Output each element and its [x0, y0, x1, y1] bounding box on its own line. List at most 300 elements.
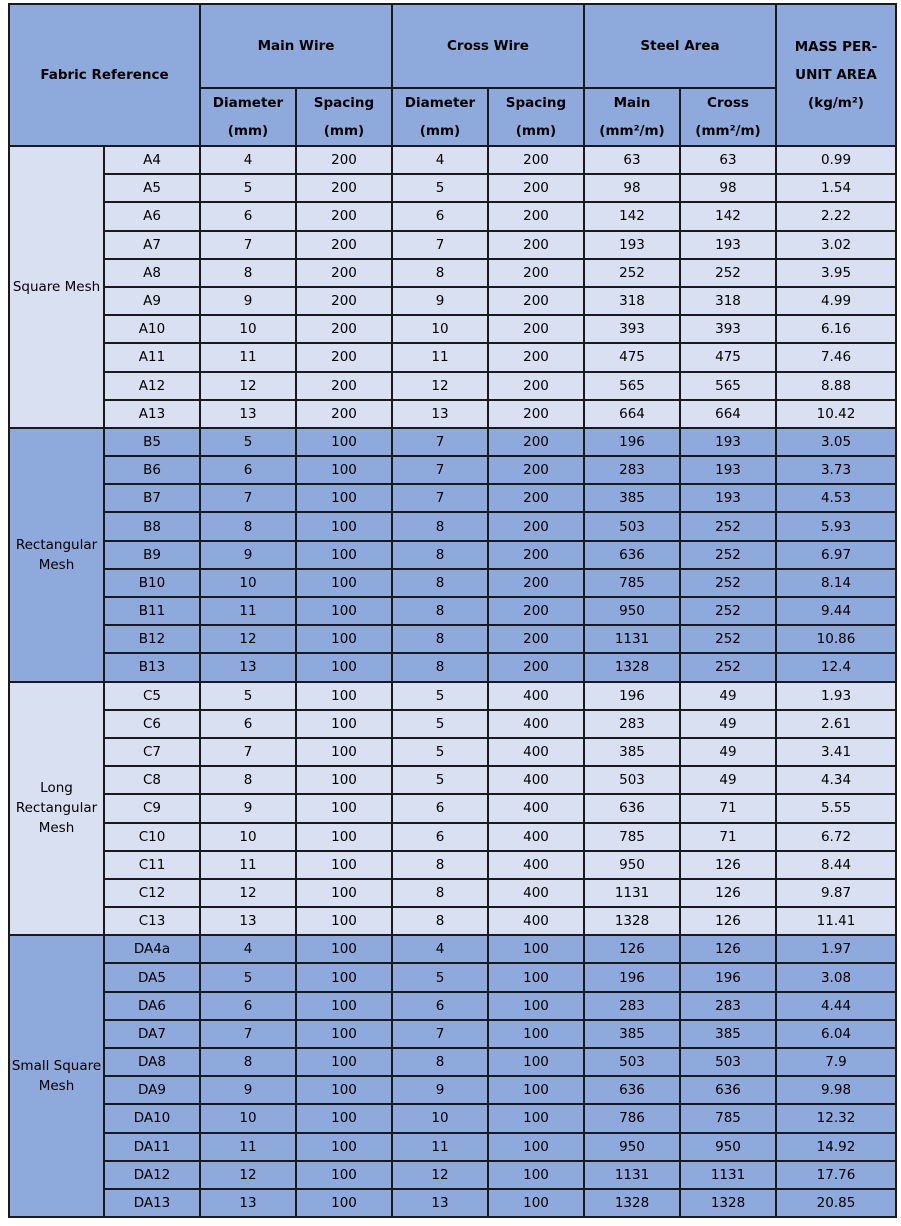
header-cross-wire: Cross Wire — [392, 4, 584, 88]
cell-mass-per-unit-area: 14.92 — [776, 1133, 896, 1161]
cell-cross-diameter: 9 — [392, 287, 488, 315]
cell-cross-spacing: 200 — [488, 400, 584, 428]
cell-mass-per-unit-area: 6.04 — [776, 1020, 896, 1048]
cell-steel-area-cross: 283 — [680, 992, 776, 1020]
cell-fabric-code: DA13 — [104, 1189, 200, 1217]
cell-main-diameter: 12 — [200, 1161, 296, 1189]
cell-cross-diameter: 4 — [392, 146, 488, 174]
table-row — [9, 541, 896, 569]
cell-steel-area-cross: 126 — [680, 879, 776, 907]
cell-fabric-code: C7 — [104, 738, 200, 766]
cell-cross-spacing: 200 — [488, 569, 584, 597]
cell-steel-area-cross: 126 — [680, 935, 776, 963]
cell-main-spacing: 200 — [296, 146, 392, 174]
cell-cross-diameter: 6 — [392, 794, 488, 822]
cell-steel-area-main: 1131 — [584, 879, 680, 907]
cell-main-spacing: 100 — [296, 597, 392, 625]
cell-steel-area-cross: 193 — [680, 428, 776, 456]
cell-fabric-code: C10 — [104, 823, 200, 851]
cell-steel-area-main: 142 — [584, 202, 680, 230]
cell-steel-area-cross: 142 — [680, 202, 776, 230]
cell-cross-diameter: 8 — [392, 851, 488, 879]
cell-main-diameter: 5 — [200, 682, 296, 710]
cell-cross-diameter: 8 — [392, 541, 488, 569]
cell-main-spacing: 100 — [296, 1133, 392, 1161]
cell-main-diameter: 6 — [200, 992, 296, 1020]
cell-mass-per-unit-area: 8.14 — [776, 569, 896, 597]
table-row — [9, 484, 896, 512]
cell-main-spacing: 200 — [296, 174, 392, 202]
table-row — [9, 935, 896, 963]
cell-cross-diameter: 9 — [392, 1076, 488, 1104]
cell-cross-diameter: 5 — [392, 738, 488, 766]
cell-cross-spacing: 400 — [488, 682, 584, 710]
cell-steel-area-main: 785 — [584, 569, 680, 597]
cell-cross-diameter: 6 — [392, 202, 488, 230]
cell-cross-spacing: 200 — [488, 146, 584, 174]
cell-cross-spacing: 200 — [488, 625, 584, 653]
cell-main-spacing: 100 — [296, 710, 392, 738]
cell-cross-spacing: 400 — [488, 823, 584, 851]
header-label: Spacing — [313, 95, 375, 111]
cell-main-spacing: 100 — [296, 963, 392, 991]
cell-cross-spacing: 200 — [488, 512, 584, 540]
cell-cross-diameter: 7 — [392, 428, 488, 456]
cell-steel-area-main: 503 — [584, 766, 680, 794]
cell-fabric-code: A13 — [104, 400, 200, 428]
cell-steel-area-main: 636 — [584, 1076, 680, 1104]
cell-fabric-code: B13 — [104, 653, 200, 681]
cell-cross-spacing: 100 — [488, 1189, 584, 1217]
table-row — [9, 625, 896, 653]
cell-steel-area-main: 126 — [584, 935, 680, 963]
cell-main-diameter: 11 — [200, 851, 296, 879]
cell-mass-per-unit-area: 4.53 — [776, 484, 896, 512]
cell-steel-area-cross: 252 — [680, 653, 776, 681]
cell-steel-area-cross: 252 — [680, 259, 776, 287]
cell-main-spacing: 100 — [296, 907, 392, 935]
cell-cross-spacing: 200 — [488, 456, 584, 484]
cell-main-spacing: 100 — [296, 428, 392, 456]
cell-fabric-code: DA10 — [104, 1104, 200, 1132]
table-row — [9, 569, 896, 597]
cell-mass-per-unit-area: 8.88 — [776, 372, 896, 400]
table-row — [9, 1020, 896, 1048]
cell-main-spacing: 100 — [296, 794, 392, 822]
cell-main-diameter: 9 — [200, 287, 296, 315]
cell-steel-area-cross: 126 — [680, 907, 776, 935]
cell-steel-area-main: 785 — [584, 823, 680, 851]
cell-cross-spacing: 100 — [488, 1076, 584, 1104]
cell-mass-per-unit-area: 17.76 — [776, 1161, 896, 1189]
cell-mass-per-unit-area: 3.95 — [776, 259, 896, 287]
group-label-line: Rectangular — [15, 536, 98, 553]
cell-main-diameter: 10 — [200, 315, 296, 343]
header-steel-main — [584, 88, 680, 146]
cell-main-spacing: 200 — [296, 315, 392, 343]
cell-main-spacing: 100 — [296, 456, 392, 484]
cell-main-diameter: 6 — [200, 202, 296, 230]
cell-main-diameter: 12 — [200, 625, 296, 653]
cell-steel-area-main: 1131 — [584, 1161, 680, 1189]
table-row — [9, 1189, 896, 1217]
cell-main-spacing: 200 — [296, 343, 392, 371]
cell-steel-area-main: 664 — [584, 400, 680, 428]
cell-cross-spacing: 200 — [488, 259, 584, 287]
table-row — [9, 343, 896, 371]
cell-cross-spacing: 400 — [488, 738, 584, 766]
cell-main-spacing: 200 — [296, 231, 392, 259]
cell-main-spacing: 100 — [296, 766, 392, 794]
header-cross-spacing — [488, 88, 584, 146]
group-label — [9, 428, 104, 682]
cell-cross-diameter: 13 — [392, 400, 488, 428]
table-row — [9, 372, 896, 400]
cell-mass-per-unit-area: 11.41 — [776, 907, 896, 935]
cell-main-diameter: 10 — [200, 1104, 296, 1132]
table-row — [9, 456, 896, 484]
cell-mass-per-unit-area: 5.55 — [776, 794, 896, 822]
table-row — [9, 231, 896, 259]
cell-cross-diameter: 8 — [392, 259, 488, 287]
cell-main-spacing: 100 — [296, 653, 392, 681]
cell-mass-per-unit-area: 2.61 — [776, 710, 896, 738]
cell-cross-spacing: 200 — [488, 231, 584, 259]
cell-cross-diameter: 8 — [392, 512, 488, 540]
cell-cross-diameter: 8 — [392, 569, 488, 597]
cell-mass-per-unit-area: 6.72 — [776, 823, 896, 851]
cell-fabric-code: C9 — [104, 794, 200, 822]
header-mass-per-unit-area — [776, 4, 896, 146]
table-row — [9, 823, 896, 851]
mesh-table-container — [8, 3, 897, 1218]
group-label-line: Square Mesh — [12, 278, 101, 295]
cell-cross-diameter: 4 — [392, 935, 488, 963]
cell-steel-area-main: 98 — [584, 174, 680, 202]
cell-main-diameter: 5 — [200, 428, 296, 456]
cell-cross-diameter: 13 — [392, 1189, 488, 1217]
cell-main-diameter: 13 — [200, 907, 296, 935]
cell-main-spacing: 100 — [296, 879, 392, 907]
table-row — [9, 174, 896, 202]
cell-cross-diameter: 7 — [392, 1020, 488, 1048]
table-row — [9, 1076, 896, 1104]
cell-steel-area-cross: 71 — [680, 823, 776, 851]
cell-steel-area-main: 385 — [584, 1020, 680, 1048]
cell-steel-area-main: 283 — [584, 456, 680, 484]
cell-cross-spacing: 200 — [488, 653, 584, 681]
cell-mass-per-unit-area: 10.42 — [776, 400, 896, 428]
cell-main-diameter: 9 — [200, 541, 296, 569]
cell-fabric-code: C6 — [104, 710, 200, 738]
cell-fabric-code: C12 — [104, 879, 200, 907]
cell-cross-spacing: 100 — [488, 992, 584, 1020]
cell-cross-diameter: 8 — [392, 1048, 488, 1076]
cell-fabric-code: DA8 — [104, 1048, 200, 1076]
cell-cross-diameter: 5 — [392, 766, 488, 794]
cell-fabric-code: A10 — [104, 315, 200, 343]
cell-main-diameter: 6 — [200, 710, 296, 738]
header-unit: (mm) — [227, 123, 269, 139]
table-row — [9, 710, 896, 738]
header-fabric-reference: Fabric Reference — [9, 4, 200, 146]
cell-steel-area-cross: 664 — [680, 400, 776, 428]
cell-main-diameter: 8 — [200, 1048, 296, 1076]
cell-cross-diameter: 10 — [392, 1104, 488, 1132]
cell-fabric-code: DA11 — [104, 1133, 200, 1161]
cell-cross-diameter: 11 — [392, 343, 488, 371]
cell-mass-per-unit-area: 4.44 — [776, 992, 896, 1020]
cell-steel-area-main: 950 — [584, 1133, 680, 1161]
table-row — [9, 653, 896, 681]
cell-main-spacing: 100 — [296, 1189, 392, 1217]
cell-steel-area-cross: 193 — [680, 484, 776, 512]
cell-fabric-code: DA12 — [104, 1161, 200, 1189]
cell-steel-area-cross: 1131 — [680, 1161, 776, 1189]
table-row — [9, 879, 896, 907]
cell-steel-area-cross: 475 — [680, 343, 776, 371]
cell-cross-diameter: 6 — [392, 992, 488, 1020]
cell-steel-area-cross: 252 — [680, 597, 776, 625]
cell-steel-area-cross: 252 — [680, 569, 776, 597]
cell-main-spacing: 100 — [296, 1161, 392, 1189]
cell-fabric-code: C11 — [104, 851, 200, 879]
cell-fabric-code: C8 — [104, 766, 200, 794]
header-main-wire: Main Wire — [200, 4, 392, 88]
cell-cross-spacing: 200 — [488, 202, 584, 230]
cell-main-diameter: 8 — [200, 512, 296, 540]
cell-fabric-code: B6 — [104, 456, 200, 484]
header-unit: (mm²/m) — [695, 123, 761, 139]
cell-steel-area-main: 1328 — [584, 653, 680, 681]
group-label-line: Small Square — [11, 1058, 102, 1075]
cell-steel-area-cross: 71 — [680, 794, 776, 822]
cell-main-diameter: 11 — [200, 1133, 296, 1161]
cell-main-spacing: 100 — [296, 682, 392, 710]
cell-mass-per-unit-area: 7.9 — [776, 1048, 896, 1076]
table-row — [9, 597, 896, 625]
cell-main-spacing: 100 — [296, 992, 392, 1020]
cell-main-spacing: 100 — [296, 569, 392, 597]
cell-cross-diameter: 8 — [392, 653, 488, 681]
table-row — [9, 682, 896, 710]
cell-cross-spacing: 200 — [488, 541, 584, 569]
cell-fabric-code: DA9 — [104, 1076, 200, 1104]
header-main-spacing — [296, 88, 392, 146]
cell-cross-diameter: 8 — [392, 597, 488, 625]
table-row — [9, 794, 896, 822]
cell-mass-per-unit-area: 10.86 — [776, 625, 896, 653]
cell-main-spacing: 200 — [296, 372, 392, 400]
group-label — [9, 935, 104, 1217]
table-row — [9, 738, 896, 766]
cell-fabric-code: B9 — [104, 541, 200, 569]
cell-cross-spacing: 400 — [488, 851, 584, 879]
cell-fabric-code: DA7 — [104, 1020, 200, 1048]
cell-cross-diameter: 8 — [392, 907, 488, 935]
cell-steel-area-main: 636 — [584, 541, 680, 569]
cell-mass-per-unit-area: 6.97 — [776, 541, 896, 569]
cell-steel-area-main: 1328 — [584, 907, 680, 935]
cell-steel-area-cross: 636 — [680, 1076, 776, 1104]
cell-main-diameter: 7 — [200, 738, 296, 766]
cell-main-spacing: 100 — [296, 625, 392, 653]
cell-main-spacing: 100 — [296, 851, 392, 879]
cell-steel-area-main: 503 — [584, 1048, 680, 1076]
cell-steel-area-main: 786 — [584, 1104, 680, 1132]
cell-cross-diameter: 5 — [392, 710, 488, 738]
table-row — [9, 315, 896, 343]
cell-main-spacing: 200 — [296, 259, 392, 287]
cell-steel-area-cross: 565 — [680, 372, 776, 400]
cell-cross-spacing: 200 — [488, 315, 584, 343]
cell-main-diameter: 10 — [200, 569, 296, 597]
cell-steel-area-main: 1328 — [584, 1189, 680, 1217]
cell-steel-area-cross: 252 — [680, 541, 776, 569]
cell-main-diameter: 7 — [200, 484, 296, 512]
cell-steel-area-main: 393 — [584, 315, 680, 343]
table-row — [9, 851, 896, 879]
table-row — [9, 400, 896, 428]
cell-mass-per-unit-area: 3.02 — [776, 231, 896, 259]
cell-cross-spacing: 100 — [488, 1133, 584, 1161]
group-label-line: Mesh — [38, 820, 75, 837]
cell-main-diameter: 11 — [200, 343, 296, 371]
cell-steel-area-main: 565 — [584, 372, 680, 400]
cell-cross-diameter: 7 — [392, 484, 488, 512]
cell-steel-area-cross: 950 — [680, 1133, 776, 1161]
cell-main-diameter: 4 — [200, 146, 296, 174]
cell-mass-per-unit-area: 5.93 — [776, 512, 896, 540]
cell-main-spacing: 100 — [296, 1076, 392, 1104]
header-unit: (mm) — [419, 123, 461, 139]
cell-cross-spacing: 200 — [488, 428, 584, 456]
cell-cross-spacing: 100 — [488, 1020, 584, 1048]
header-mass-line: MASS PER- — [794, 39, 878, 55]
table-body — [9, 146, 896, 1217]
table-row — [9, 1161, 896, 1189]
cell-steel-area-main: 385 — [584, 738, 680, 766]
cell-steel-area-cross: 196 — [680, 963, 776, 991]
cell-steel-area-main: 252 — [584, 259, 680, 287]
cell-fabric-code: DA5 — [104, 963, 200, 991]
header-label: Diameter — [212, 95, 284, 111]
cell-mass-per-unit-area: 9.87 — [776, 879, 896, 907]
cell-steel-area-cross: 385 — [680, 1020, 776, 1048]
table-row — [9, 202, 896, 230]
cell-mass-per-unit-area: 1.54 — [776, 174, 896, 202]
cell-cross-spacing: 400 — [488, 794, 584, 822]
cell-mass-per-unit-area: 0.99 — [776, 146, 896, 174]
cell-cross-diameter: 5 — [392, 174, 488, 202]
cell-steel-area-cross: 49 — [680, 710, 776, 738]
header-cross-diameter — [392, 88, 488, 146]
cell-fabric-code: B8 — [104, 512, 200, 540]
cell-cross-diameter: 7 — [392, 231, 488, 259]
header-label: Main — [613, 95, 651, 111]
cell-cross-diameter: 11 — [392, 1133, 488, 1161]
header-unit: (mm) — [323, 123, 365, 139]
cell-cross-spacing: 200 — [488, 484, 584, 512]
cell-main-spacing: 100 — [296, 512, 392, 540]
cell-steel-area-main: 196 — [584, 963, 680, 991]
header-main-diameter — [200, 88, 296, 146]
cell-steel-area-cross: 193 — [680, 231, 776, 259]
cell-main-spacing: 100 — [296, 1048, 392, 1076]
header-label: Diameter — [404, 95, 476, 111]
cell-main-diameter: 8 — [200, 259, 296, 287]
cell-cross-diameter: 7 — [392, 456, 488, 484]
group-label-line: Mesh — [38, 556, 75, 573]
cell-main-diameter: 8 — [200, 766, 296, 794]
group-label-line: Long — [40, 780, 73, 797]
cell-fabric-code: B10 — [104, 569, 200, 597]
cell-cross-spacing: 200 — [488, 372, 584, 400]
group-label — [9, 682, 104, 936]
cell-main-diameter: 7 — [200, 231, 296, 259]
table-row — [9, 1133, 896, 1161]
cell-steel-area-main: 63 — [584, 146, 680, 174]
table-row — [9, 963, 896, 991]
cell-fabric-code: B7 — [104, 484, 200, 512]
cell-cross-diameter: 12 — [392, 372, 488, 400]
cell-steel-area-main: 475 — [584, 343, 680, 371]
table-row — [9, 1104, 896, 1132]
cell-main-diameter: 13 — [200, 400, 296, 428]
cell-cross-spacing: 400 — [488, 766, 584, 794]
cell-main-diameter: 6 — [200, 456, 296, 484]
table-row — [9, 907, 896, 935]
cell-cross-diameter: 10 — [392, 315, 488, 343]
cell-cross-spacing: 100 — [488, 1161, 584, 1189]
cell-steel-area-main: 196 — [584, 682, 680, 710]
cell-mass-per-unit-area: 3.73 — [776, 456, 896, 484]
cell-steel-area-main: 1131 — [584, 625, 680, 653]
cell-mass-per-unit-area: 1.97 — [776, 935, 896, 963]
cell-mass-per-unit-area: 4.34 — [776, 766, 896, 794]
cell-main-diameter: 9 — [200, 1076, 296, 1104]
cell-cross-diameter: 5 — [392, 682, 488, 710]
cell-cross-spacing: 100 — [488, 1104, 584, 1132]
cell-cross-spacing: 100 — [488, 963, 584, 991]
cell-steel-area-cross: 503 — [680, 1048, 776, 1076]
group-label-line: Mesh — [38, 1078, 75, 1095]
table-row — [9, 428, 896, 456]
cell-steel-area-cross: 1328 — [680, 1189, 776, 1217]
cell-main-diameter: 12 — [200, 372, 296, 400]
cell-fabric-code: C13 — [104, 907, 200, 935]
header-mass-line: (kg/m²) — [808, 95, 864, 111]
table-row — [9, 992, 896, 1020]
cell-main-diameter: 11 — [200, 597, 296, 625]
cell-cross-spacing: 200 — [488, 287, 584, 315]
cell-steel-area-main: 283 — [584, 992, 680, 1020]
header-unit: (mm²/m) — [599, 123, 665, 139]
cell-steel-area-cross: 252 — [680, 512, 776, 540]
cell-main-diameter: 5 — [200, 174, 296, 202]
cell-main-diameter: 9 — [200, 794, 296, 822]
cell-steel-area-cross: 126 — [680, 851, 776, 879]
header-steel-cross — [680, 88, 776, 146]
cell-main-diameter: 7 — [200, 1020, 296, 1048]
cell-fabric-code: A6 — [104, 202, 200, 230]
cell-cross-spacing: 400 — [488, 879, 584, 907]
table-row — [9, 512, 896, 540]
group-label — [9, 146, 104, 428]
cell-main-diameter: 4 — [200, 935, 296, 963]
cell-steel-area-cross: 252 — [680, 625, 776, 653]
cell-main-diameter: 12 — [200, 879, 296, 907]
